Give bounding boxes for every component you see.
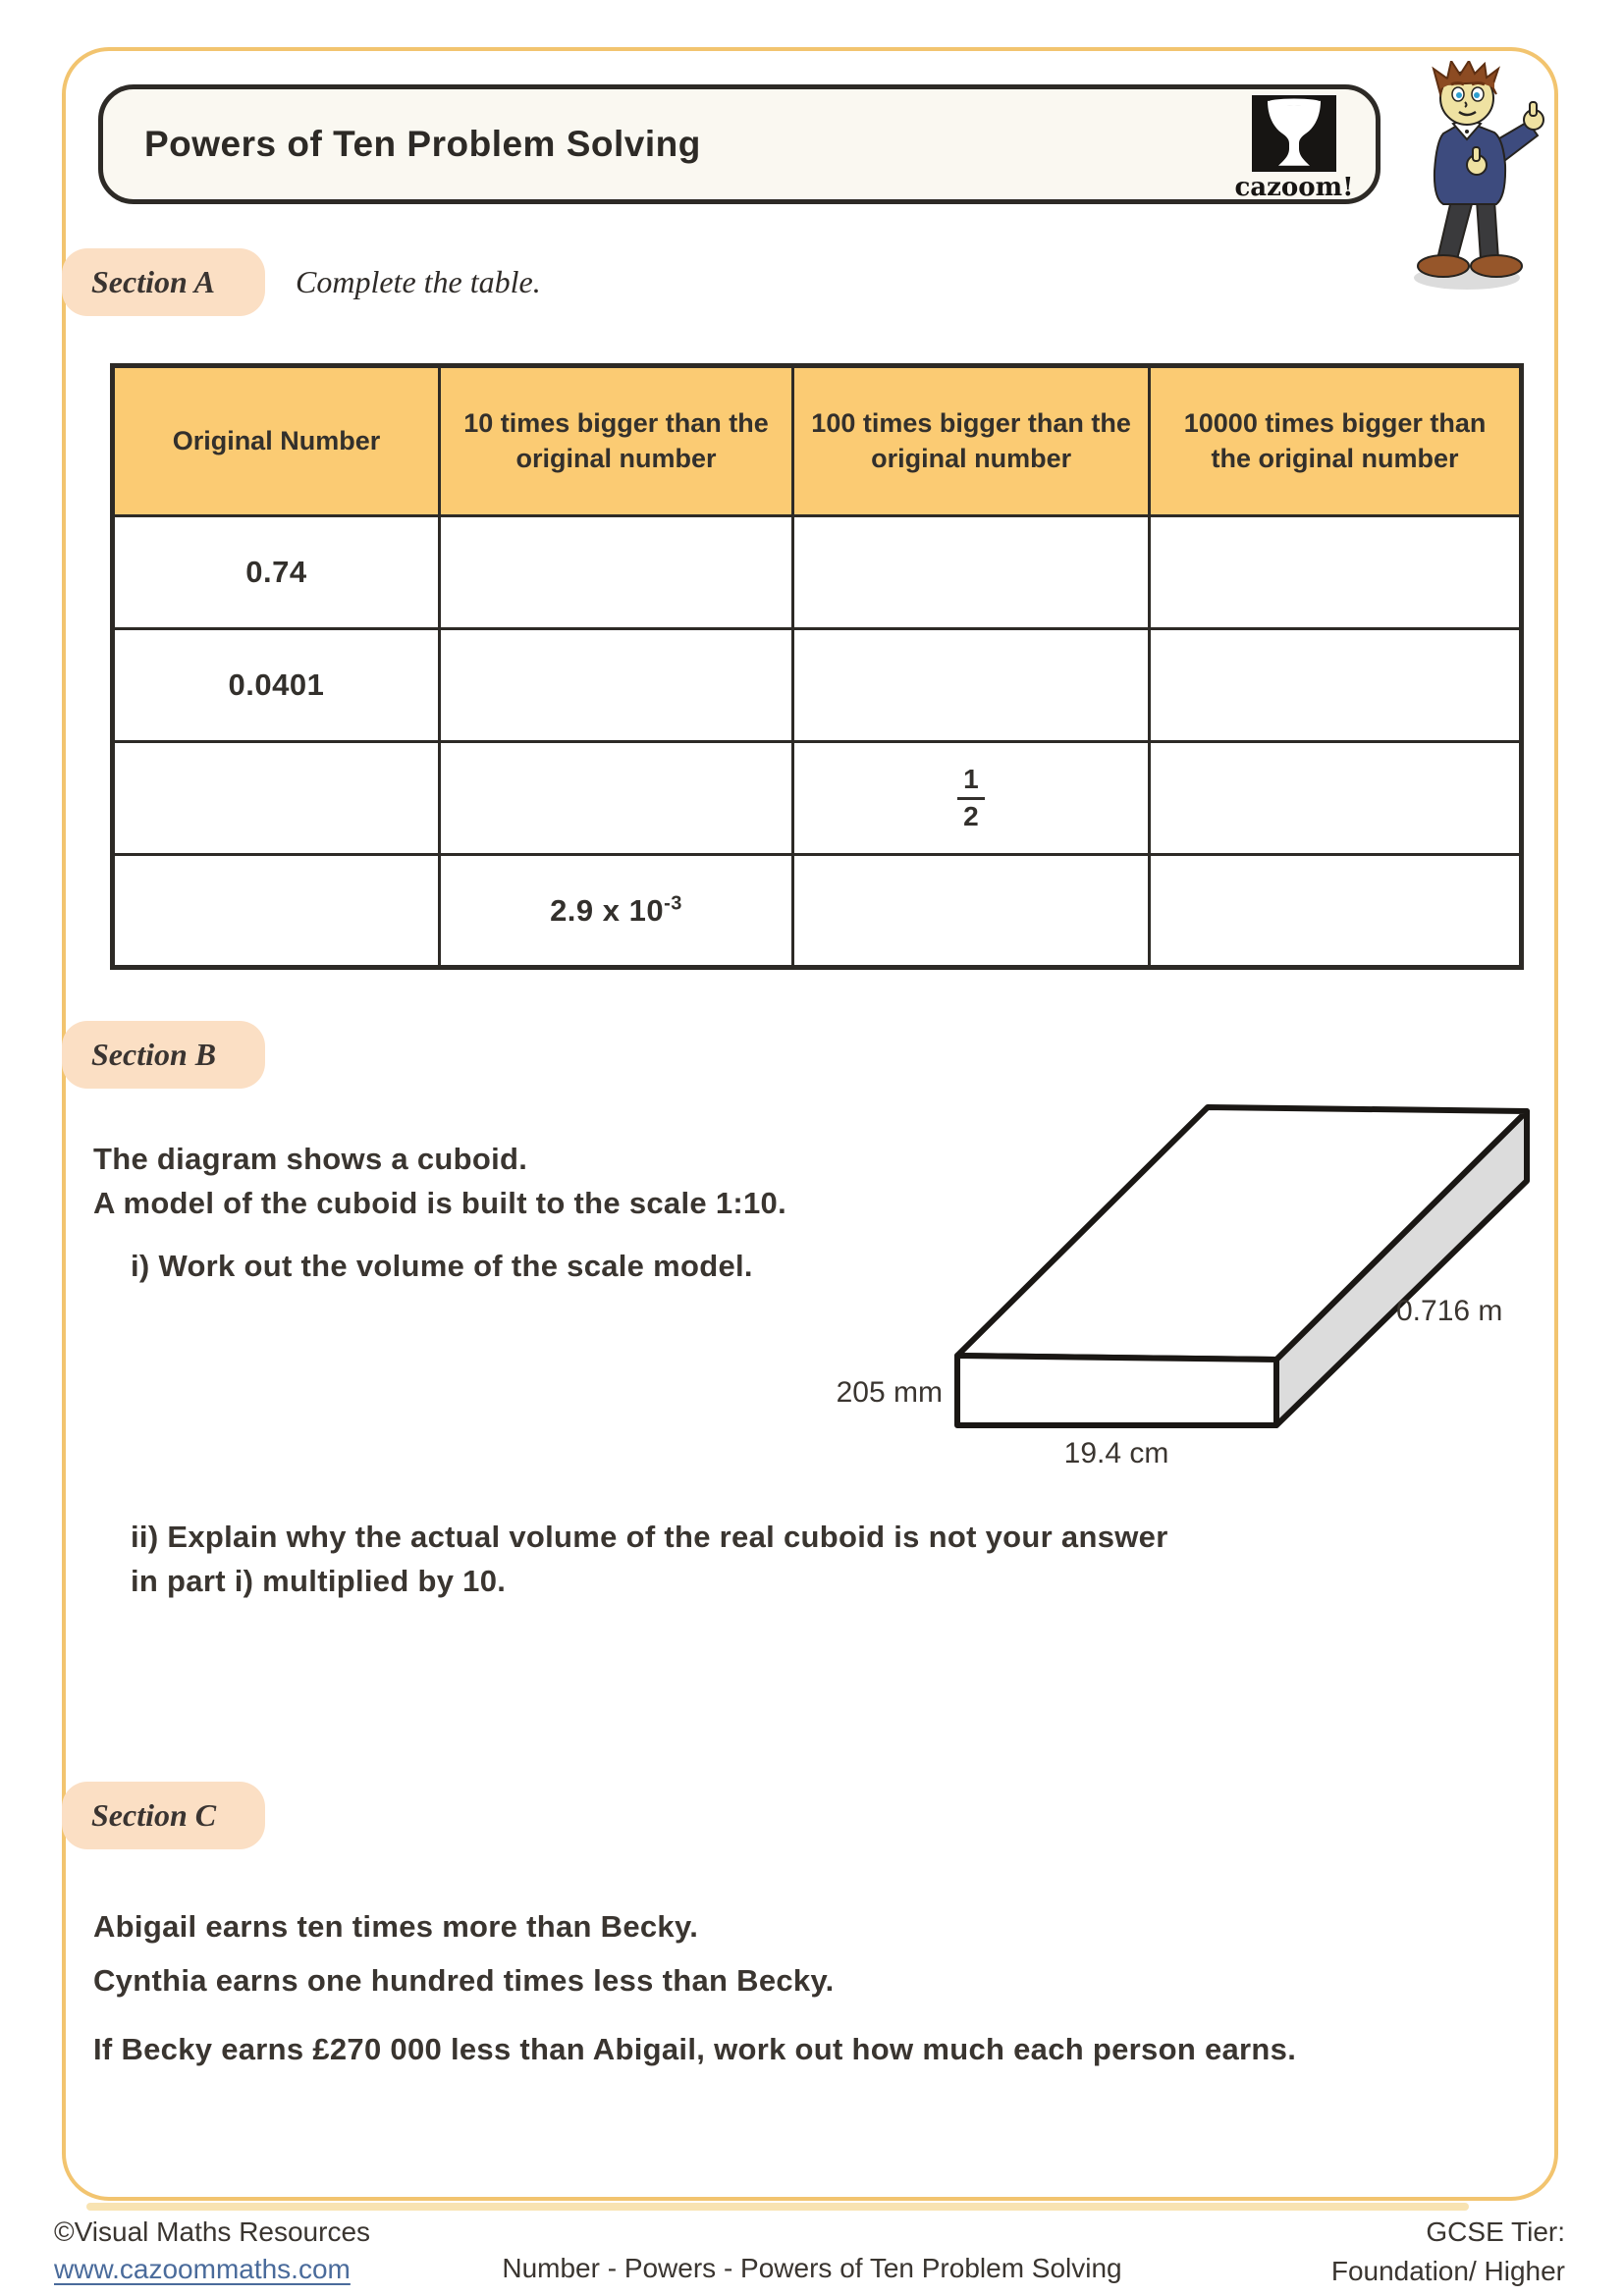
answer-cell[interactable] xyxy=(1150,855,1522,968)
table-row xyxy=(113,629,1522,742)
fraction-one-half: $\frac{1}{2}$ xyxy=(957,765,985,832)
answer-cell[interactable] xyxy=(113,855,440,968)
section-b-part-ii-line2: in part i) multiplied by 10. xyxy=(131,1564,507,1598)
tier-value: Foundation/ Higher xyxy=(1330,2256,1565,2286)
answer-cell[interactable] xyxy=(793,855,1150,968)
mascot-shoe xyxy=(1471,255,1522,277)
table-header-row xyxy=(113,366,1522,516)
section-c-line1: Abigail earns ten times more than Becky. xyxy=(93,1909,699,1944)
cazoom-logo xyxy=(1230,95,1358,201)
col-header-10000-times: 10000 times bigger than the original number xyxy=(1150,366,1522,516)
page-title: Powers of Ten Problem Solving xyxy=(144,124,701,164)
footer-left xyxy=(54,2216,370,2285)
footer-topic-path: Number - Powers - Powers of Ten Problem Solving xyxy=(502,2253,1122,2283)
cuboid-height-label: 205 mm xyxy=(836,1376,943,1409)
answer-cell[interactable] xyxy=(439,742,792,855)
answer-cell[interactable] xyxy=(793,629,1150,742)
answer-cell[interactable] xyxy=(1150,629,1522,742)
cuboid-depth-label: 0.716 m xyxy=(1396,1295,1503,1327)
page-frame-shadow xyxy=(86,2203,1469,2211)
section-c-line3: If Becky earns £270 000 less than Abigail, work out how much each person earns. xyxy=(93,2032,1297,2066)
answer-cell[interactable] xyxy=(439,629,792,742)
cell-original-2: 0.0401 xyxy=(113,629,440,742)
footer-right xyxy=(1331,2216,1565,2287)
cuboid-diagram xyxy=(795,1070,1561,1482)
tier-label: GCSE Tier: xyxy=(1426,2216,1565,2247)
table-row xyxy=(113,855,1522,968)
section-b-label: Section B xyxy=(62,1021,265,1089)
goblet-logo-icon xyxy=(1252,95,1336,172)
section-b-part-ii-line1: ii) Explain why the actual volume of the real cuboid is not your answer xyxy=(131,1520,1168,1554)
cuboid-width-label: 19.4 cm xyxy=(1063,1437,1169,1469)
section-c-label: Section C xyxy=(62,1782,265,1849)
table-row xyxy=(113,516,1522,629)
header-box xyxy=(98,84,1380,204)
section-a-label: Section A xyxy=(62,248,265,316)
copyright-text: ©Visual Maths Resources xyxy=(54,2216,371,2247)
answer-cell[interactable] xyxy=(1150,516,1522,629)
cell-scientific-notation xyxy=(439,855,792,968)
answer-cell[interactable] xyxy=(113,742,440,855)
cell-original-1: 0.74 xyxy=(113,516,440,629)
col-header-original-number: Original Number xyxy=(113,366,440,516)
col-header-10-times: 10 times bigger than the original number xyxy=(439,366,792,516)
section-b-line1: The diagram shows a cuboid. xyxy=(93,1142,528,1176)
section-a-instruction: Complete the table. xyxy=(296,264,541,299)
section-b-line2: A model of the cuboid is built to the scale 1:10. xyxy=(93,1186,786,1220)
answer-cell[interactable] xyxy=(793,516,1150,629)
website-link[interactable]: www.cazoommaths.com xyxy=(54,2254,351,2284)
powers-of-ten-table xyxy=(110,363,1524,970)
col-header-100-times: 100 times bigger than the original number xyxy=(793,366,1150,516)
section-c-line2: Cynthia earns one hundred times less than Becky. xyxy=(93,1963,835,1998)
answer-cell[interactable] xyxy=(1150,742,1522,855)
scientific-notation-value: 2.9 x $10^{-3}$ xyxy=(550,892,682,928)
table-row xyxy=(113,742,1522,855)
logo-wordmark: cazoom! xyxy=(1234,173,1354,202)
cell-fraction-half xyxy=(793,742,1150,855)
mascot-shoe xyxy=(1418,255,1469,277)
answer-cell[interactable] xyxy=(439,516,792,629)
section-b-part-i: i) Work out the volume of the scale model. xyxy=(131,1249,753,1283)
mascot-character xyxy=(1394,61,1551,294)
